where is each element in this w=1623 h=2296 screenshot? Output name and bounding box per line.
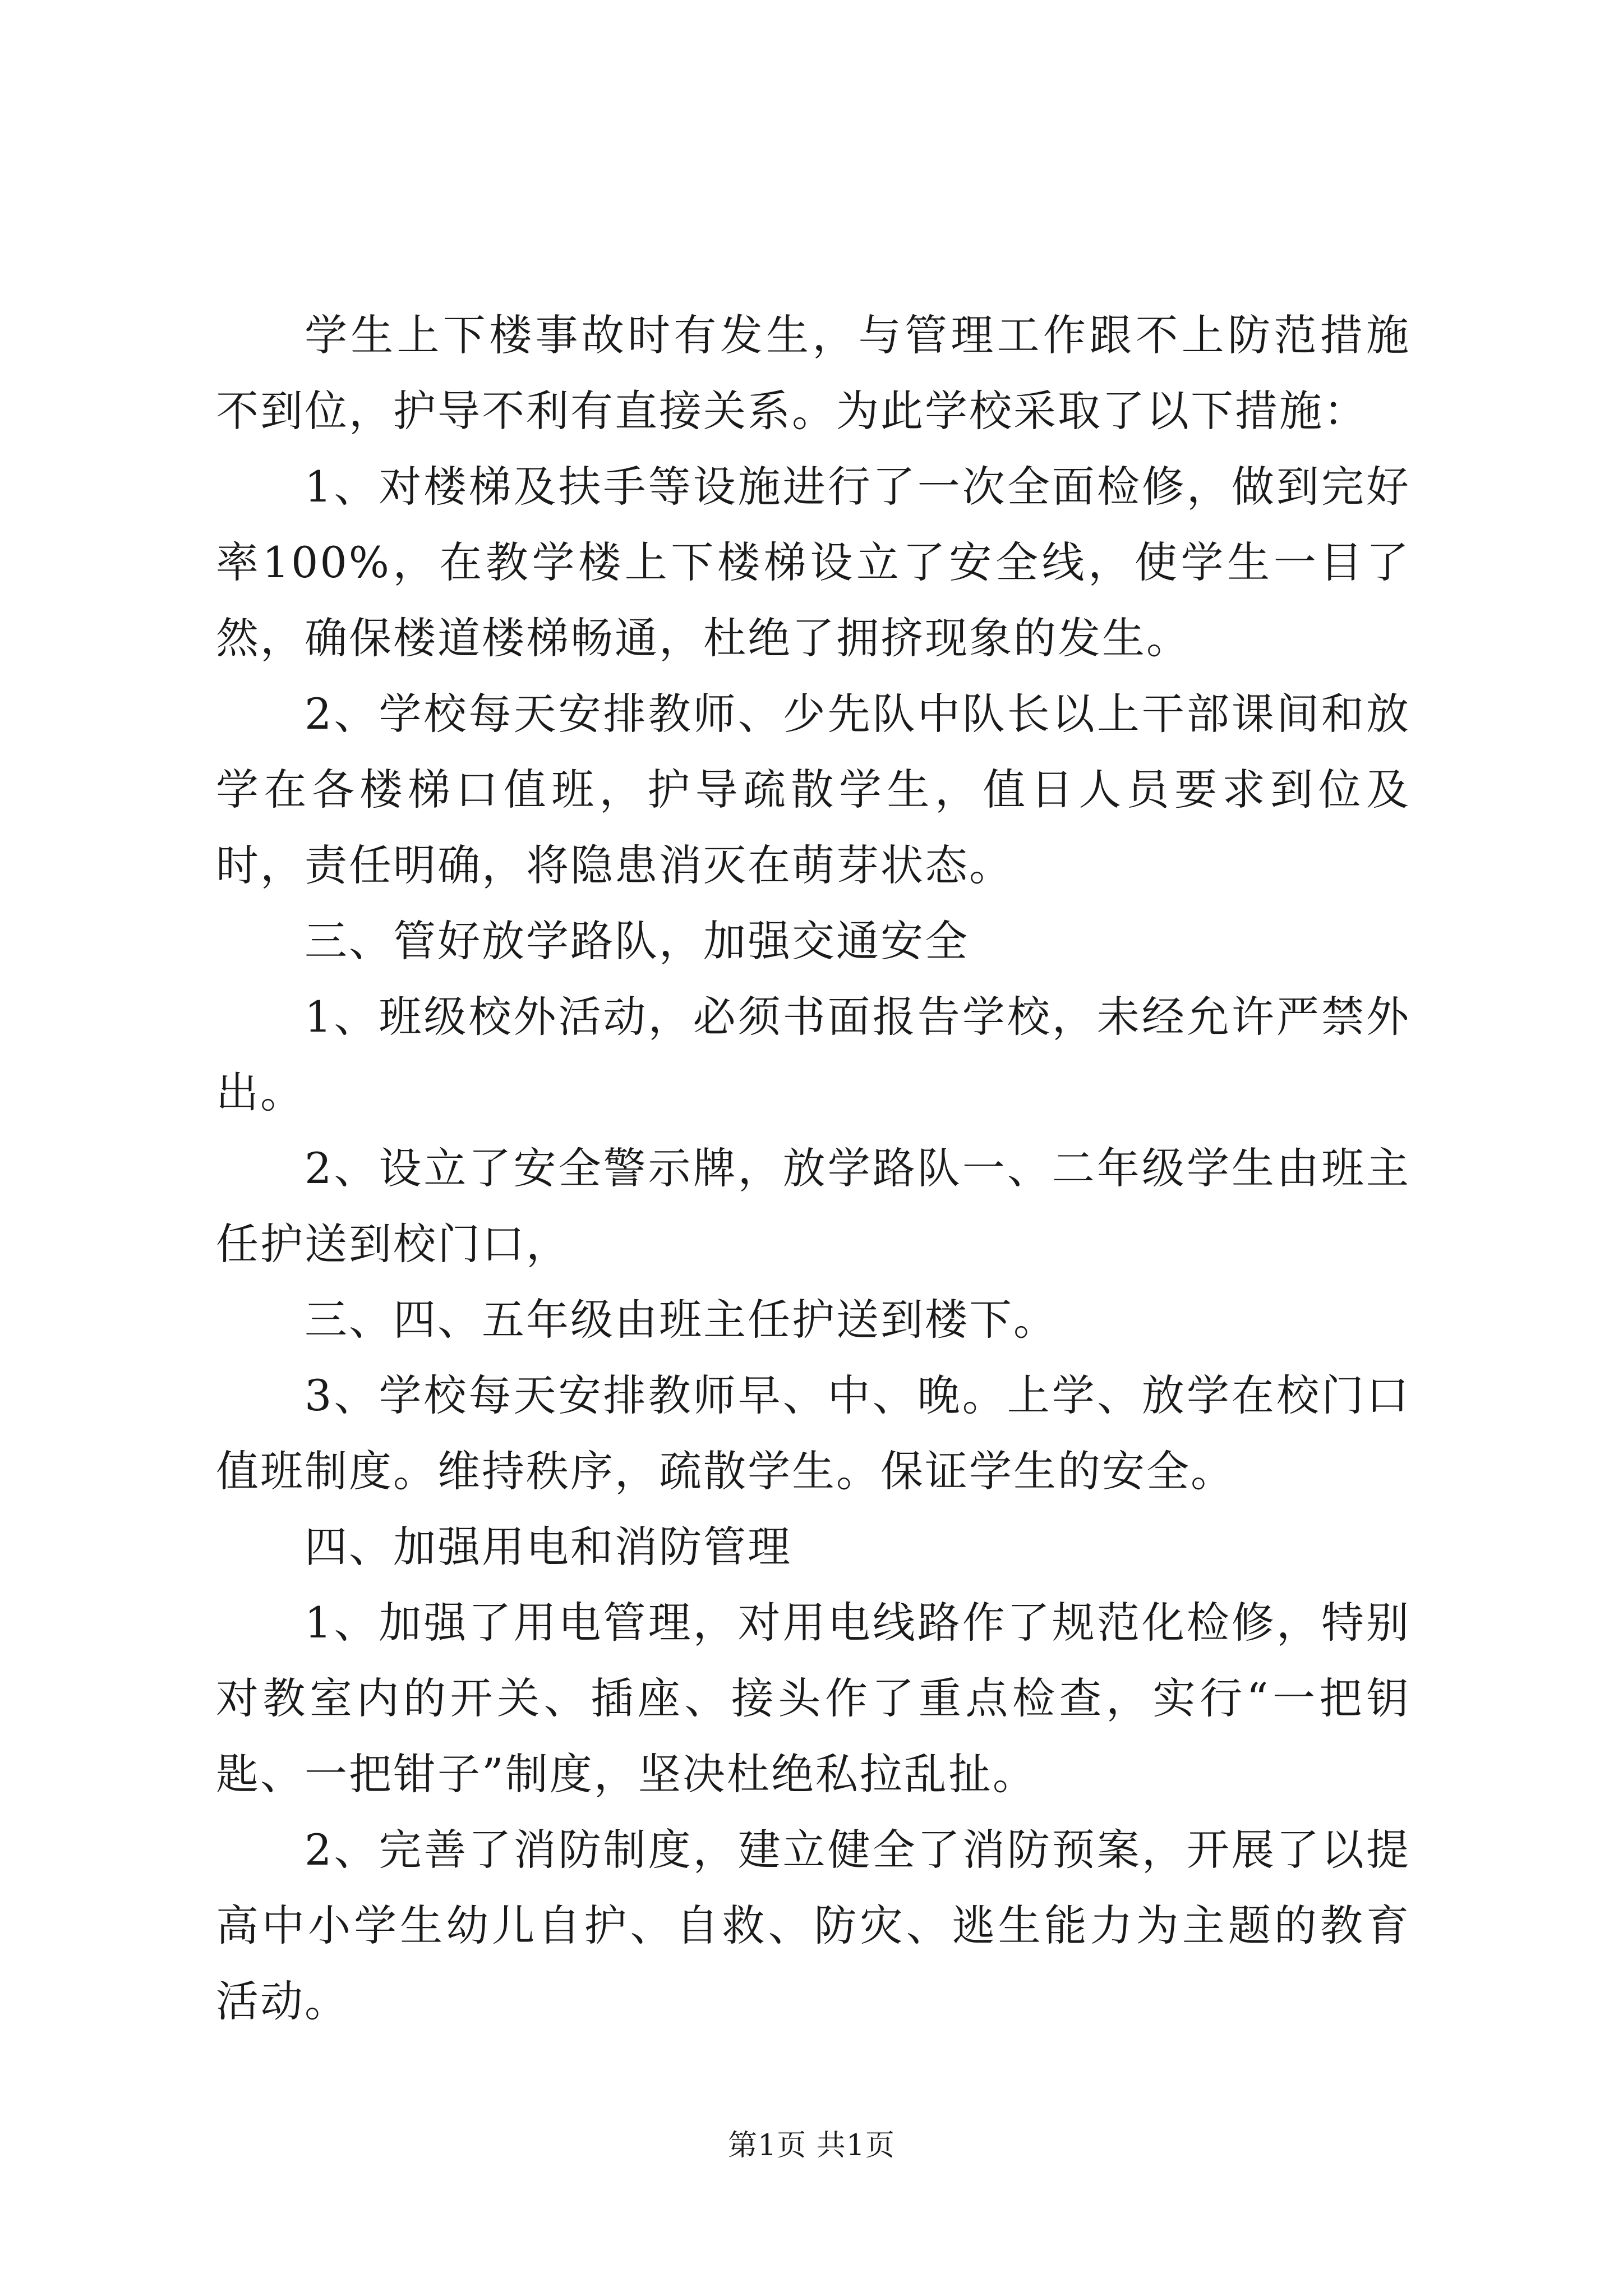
section-heading: 三、管好放学路队，加强交通安全 bbox=[305, 916, 969, 966]
document-body bbox=[216, 297, 1410, 2039]
page-footer: 第1页 共1页 bbox=[728, 2129, 895, 2162]
paragraph: 2、设立了安全警示牌，放学路队一、二年级学生由班主任护送到校门口， bbox=[216, 1143, 1410, 1269]
paragraph: 学生上下楼事故时有发生，与管理工作跟不上防范措施不到位，护导不利有直接关系。为此学校采取了以下措施： bbox=[216, 310, 1410, 436]
paragraph: 1、加强了用电管理，对用电线路作了规范化检修，特别对教室内的开关、插座、接头作了重点检查，实行“一把钥匙、一把钳子”制度，坚决杜绝私拉乱扯。 bbox=[216, 1598, 1410, 1799]
section-heading: 四、加强用电和消防管理 bbox=[305, 1522, 792, 1572]
paragraph: 3、学校每天安排教师早、中、晚。上学、放学在校门口值班制度。维持秩序，疏散学生。保证学生的安全。 bbox=[216, 1370, 1410, 1496]
paragraph: 1、班级校外活动，必须书面报告学校，未经允许严禁外出。 bbox=[216, 992, 1410, 1117]
paragraph: 1、对楼梯及扶手等设施进行了一次全面检修，做到完好率100%，在教学楼上下楼梯设立了安全线，使学生一目了然，确保楼道楼梯畅通，杜绝了拥挤现象的发生。 bbox=[216, 462, 1410, 663]
paragraph: 2、完善了消防制度，建立健全了消防预案，开展了以提高中小学生幼儿自护、自救、防灾、逃生能力为主题的教育活动。 bbox=[216, 1825, 1410, 2026]
paragraph: 2、学校每天安排教师、少先队中队长以上干部课间和放学在各楼梯口值班，护导疏散学生，值日人员要求到位及时，责任明确，将隐患消灭在萌芽状态。 bbox=[216, 689, 1410, 890]
paragraph: 三、四、五年级由班主任护送到楼下。 bbox=[305, 1295, 1058, 1345]
